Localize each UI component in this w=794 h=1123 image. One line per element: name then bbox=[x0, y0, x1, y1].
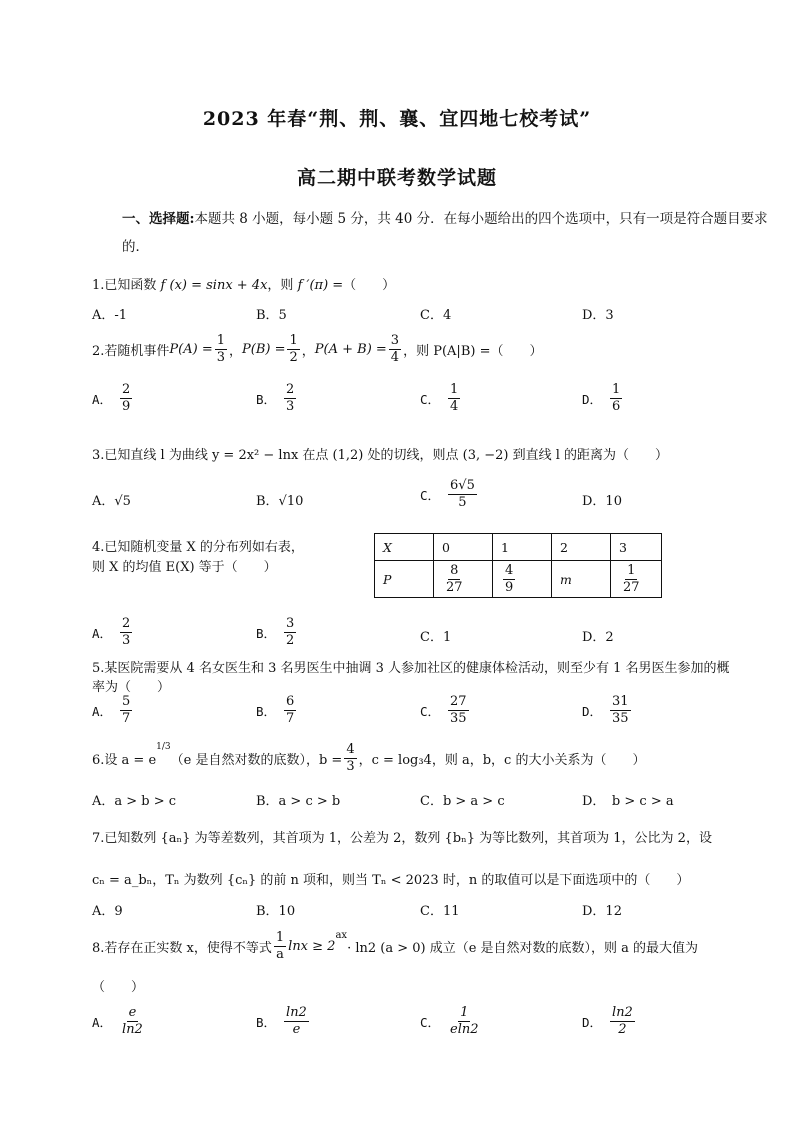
q8-frac: $\frac{1}{a}$ bbox=[275, 930, 285, 962]
question-3: 3.已知直线 l 为曲线 y = 2x² − lnx 在点 (1,2) 处的切线，则点 (3, −2) 到直线 l 的距离为（ ） bbox=[92, 448, 669, 463]
q7-option-d: D．12 bbox=[582, 904, 622, 919]
q8-option-b: B． $\frac{\ln 2}{e}$ bbox=[256, 1005, 307, 1037]
q2-frac-1: $\frac{1}{3}$ bbox=[216, 333, 225, 365]
q4-option-d: D．2 bbox=[582, 630, 614, 645]
q6-exponent: 1/3 bbox=[156, 742, 171, 752]
q1-option-d: D．3 bbox=[582, 308, 614, 323]
question-2: 2.若随机事件 P(A) = $\frac{1}{3}$ ， P(B) = $\frac{1}{2}$ ， P(A + B) = $\frac{3}{4}$ ， 则 P(A|B) =（ ） bbox=[92, 333, 543, 365]
exam-subtitle: 高二期中联考数学试题 bbox=[296, 167, 497, 189]
q1-function: f (x) = sinx + 4x bbox=[160, 278, 268, 293]
q2-option-b: B． $\frac{2}{3}$ bbox=[256, 382, 295, 414]
q2-pa: P(A) = bbox=[169, 342, 213, 357]
q6-option-c: C．b > a > c bbox=[420, 794, 505, 809]
question-7-line1: 7.已知数列 {aₙ} 为等差数列，其首项为 1，公差为 2，数列 {bₙ} 为等比数列，其首项为 1，公比为 2，设 bbox=[92, 831, 712, 846]
section-instructions bbox=[122, 205, 772, 261]
q5-option-b: B． $\frac{6}{7}$ bbox=[256, 694, 295, 726]
q5-option-c: C． $\frac{27}{35}$ bbox=[420, 694, 467, 726]
section-heading: 一、选择题: bbox=[122, 211, 195, 227]
section-text: 本题共 8 小题，每小题 5 分，共 40 分．在每小题给出的四个选项中，只有一项是符合题目要求的． bbox=[122, 211, 768, 255]
q3-option-a: A．√5 bbox=[92, 494, 131, 509]
table-cell: 2 bbox=[552, 534, 611, 561]
table-cell: 0 bbox=[434, 534, 493, 561]
q2-stem-end: 则 P(A|B) =（ ） bbox=[416, 344, 543, 359]
q3-option-c: C． $\frac{6√5}{5}$ bbox=[420, 478, 475, 510]
q2-pb: P(B) = bbox=[242, 342, 286, 357]
q1-stem-mid: ，则 bbox=[267, 278, 298, 293]
q5-option-a: A． $\frac{5}{7}$ bbox=[92, 694, 131, 726]
q2-frac-2: $\frac{1}{2}$ bbox=[289, 333, 298, 365]
q2-option-c: C． $\frac{1}{4}$ bbox=[420, 382, 459, 414]
q6-option-d: D． b > c > a bbox=[582, 794, 674, 809]
table-cell: 1 bbox=[493, 534, 552, 561]
table-cell: 3 bbox=[611, 534, 662, 561]
q1-option-c: C．4 bbox=[420, 308, 452, 323]
q2-pab: P(A + B) = bbox=[314, 342, 387, 357]
q8-option-d: D． $\frac{\ln 2}{2}$ bbox=[582, 1005, 633, 1037]
q6-option-b: B．a > c > b bbox=[256, 794, 341, 809]
q1-option-b: B．5 bbox=[256, 308, 287, 323]
q4-option-c: C．1 bbox=[420, 630, 452, 645]
q6-option-a: A．a > b > c bbox=[92, 794, 177, 809]
q7-option-c: C．11 bbox=[420, 904, 460, 919]
q4-option-b: B． $\frac{3}{2}$ bbox=[256, 616, 295, 648]
exam-title: 2023 年春“荆、荆、襄、宜四地七校考试” bbox=[202, 108, 592, 130]
question-8-line1: 8.若存在正实数 x，使得不等式 $\frac{1}{a}$ lnx ≥ 2 $^{ax}$ · ln2 (a > 0) 成立（e 是自然对数的底数），则 a 的最大值为 bbox=[92, 930, 699, 962]
distribution-table bbox=[374, 533, 662, 598]
q3-option-b: B．√10 bbox=[256, 494, 304, 509]
q1-derivative: f ′(π) bbox=[297, 278, 329, 293]
q2-frac-3: $\frac{3}{4}$ bbox=[390, 333, 400, 365]
question-7-line2: cₙ = a_bₙ，Tₙ 为数列 {cₙ} 的前 n 项和，则当 Tₙ < 2023 时，n 的取值可以是下面选项中的（ ） bbox=[92, 873, 690, 888]
table-cell: $\frac{1}{27}$ bbox=[611, 561, 662, 598]
q7-option-a: A．9 bbox=[92, 904, 123, 919]
q1-option-a: A．-1 bbox=[92, 308, 128, 323]
question-8-line2: （ ） bbox=[92, 980, 145, 995]
q4-option-a: A． $\frac{2}{3}$ bbox=[92, 616, 131, 648]
question-1 bbox=[92, 274, 395, 293]
q8-exponent: ax bbox=[335, 930, 348, 941]
q2-option-d: D． $\frac{1}{6}$ bbox=[582, 382, 621, 414]
q3-option-d: D．10 bbox=[582, 494, 622, 509]
question-4-line1: 4.已知随机变量 X 的分布列如右表， bbox=[92, 540, 304, 555]
q2-stem: 2.若随机事件 bbox=[92, 344, 170, 359]
q1-stem-end: =（ ） bbox=[328, 278, 396, 293]
q2-option-a: A． $\frac{2}{9}$ bbox=[92, 382, 131, 414]
question-4-line2: 则 X 的均值 E(X) 等于（ ） bbox=[92, 560, 277, 575]
q1-stem: 1.已知函数 bbox=[92, 278, 161, 293]
table-cell: $\frac{8}{27}$ bbox=[434, 561, 493, 598]
table-header-x: X bbox=[375, 534, 434, 561]
q8-option-a: A． $\frac{e}{\ln 2}$ bbox=[92, 1005, 143, 1037]
question-6: 6.设 a = e $^{1/3}$ （e 是自然对数的底数），b = $\frac{4}{3}$ ，c = log₃4，则 a，b，c 的大小关系为（ ） bbox=[92, 742, 646, 774]
question-5-line2: 率为（ ） bbox=[92, 680, 171, 695]
q7-option-b: B．10 bbox=[256, 904, 296, 919]
q5-option-d: D． $\frac{31}{35}$ bbox=[582, 694, 629, 726]
question-5-line1: 5.某医院需要从 4 名女医生和 3 名男医生中抽调 3 人参加社区的健康体检活动，则至少有 1 名男医生参加的概 bbox=[92, 661, 730, 676]
q6-frac: $\frac{4}{3}$ bbox=[346, 742, 355, 774]
table-cell: m bbox=[552, 561, 611, 598]
table-cell: $\frac{4}{9}$ bbox=[493, 561, 552, 598]
table-header-p: P bbox=[375, 561, 434, 598]
q8-option-c: C． $\frac{1}{eln2}$ bbox=[420, 1005, 479, 1037]
